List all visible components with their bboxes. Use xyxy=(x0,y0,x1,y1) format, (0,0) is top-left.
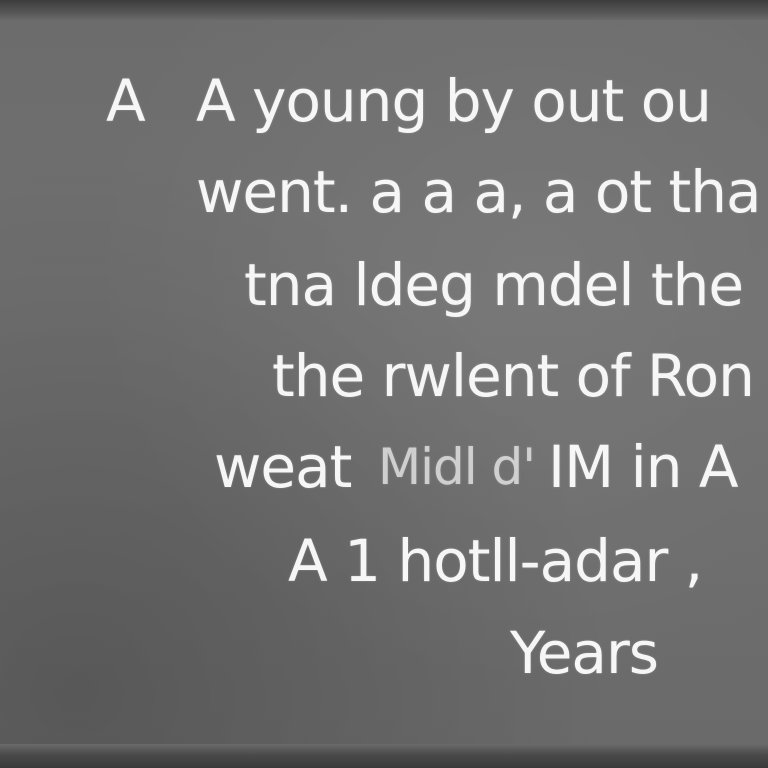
text-line-5c: IM in A xyxy=(548,433,738,501)
text-line-5b-smudged: Midl d' xyxy=(378,438,536,496)
text-line-6: A 1 hotll-adar , xyxy=(288,527,703,595)
board-bottom-edge xyxy=(0,744,768,768)
text-line-1b: A young by out ou xyxy=(196,67,711,135)
text-line-1a: A xyxy=(106,67,145,135)
text-line-3: tna ldeg mdel the xyxy=(244,251,744,319)
text-line-5a: weat xyxy=(214,433,352,501)
text-line-7: Years xyxy=(510,619,659,687)
text-line-2: went. a a a, a ot tha xyxy=(196,158,761,226)
board-top-edge xyxy=(0,0,768,20)
text-line-4: the rwlent of Ron xyxy=(272,342,754,410)
